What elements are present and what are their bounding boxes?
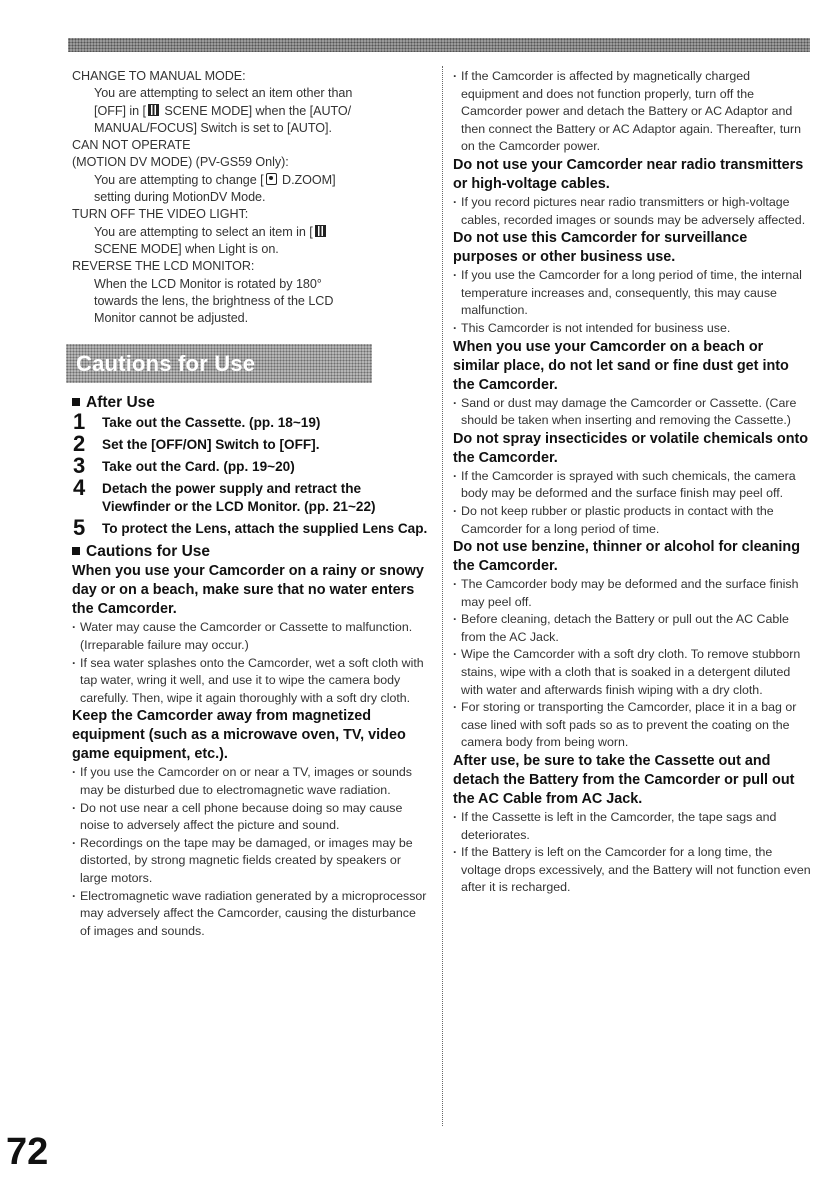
message-line: You are attempting to select an item other than [94, 86, 353, 101]
text-fragment: D.ZOOM] [278, 172, 336, 187]
caution-bullet: · This Camcorder is not intended for business use. [453, 320, 811, 338]
caution-bullet: · Sand or dust may damage the Camcorder or Cassette. (Care should be taken when inserting and removing the Cassette.) [453, 395, 811, 430]
step-text: Set the [OFF/ON] Switch to [OFF]. [102, 437, 320, 453]
message-line [94, 172, 428, 189]
caution-heading: Do not use benzine, thinner or alcohol for cleaning the Camcorder. [453, 539, 800, 575]
caution-heading: When you use your Camcorder on a beach or similar place, do not let sand or fine dust get into the Camcorder. [453, 338, 789, 393]
caution-bullet: · Electromagnetic wave radiation generated by a microprocessor may adversely affect the Camcorder, causing the disturbance of images and sounds. [72, 888, 428, 941]
message-title: CHANGE TO MANUAL MODE: [72, 69, 246, 83]
caution-bullet: · Do not keep rubber or plastic products in contact with the Camcorder for a long period of time. [453, 503, 811, 538]
caution-bullet: · If you record pictures near radio transmitters or high-voltage cables, recorded images or sounds may be adversely affected. [453, 194, 811, 229]
message-line [94, 103, 428, 120]
square-bullet-icon [72, 547, 80, 555]
message-line: When the LCD Monitor is rotated by 180° [94, 276, 322, 291]
column-divider [442, 66, 443, 1126]
message-turn-off-video-light [72, 206, 428, 258]
caution-bullet: · The Camcorder body may be deformed and the surface finish may peel off. [453, 576, 811, 611]
caution-bullet: · If you use the Camcorder on or near a TV, images or sounds may be disturbed due to electromagnetic wave radiation. [72, 764, 428, 799]
message-title: CAN NOT OPERATE [72, 138, 191, 153]
caution-heading: Do not use your Camcorder near radio transmitters or high-voltage cables. [453, 156, 804, 192]
text-fragment: [OFF] in [ [94, 103, 146, 118]
message-body [72, 224, 428, 259]
message-title: TURN OFF THE VIDEO LIGHT: [72, 207, 249, 222]
scene-mode-icon [148, 104, 159, 116]
cautions-banner [66, 344, 372, 383]
message-line [94, 224, 428, 241]
page-number: 72 [6, 1131, 49, 1173]
step-item [72, 431, 428, 457]
after-use-title [72, 393, 428, 413]
camera-mode-icon [266, 173, 277, 185]
message-can-not-operate [72, 137, 428, 206]
message-line: towards the lens, the brightness of the LCD [94, 293, 334, 308]
caution-bullet: · Before cleaning, detach the Battery or pull out the AC Cable from the AC Jack. [453, 611, 811, 646]
section-title-text: Cautions for Use [86, 543, 211, 561]
message-line: SCENE MODE] when Light is on. [94, 241, 279, 256]
cautions-title [72, 542, 428, 562]
caution-bullet: · If the Battery is left on the Camcorder for a long time, the voltage drops excessively, and the Battery will not function even after it is recharged. [453, 844, 811, 897]
after-use-steps [72, 409, 428, 541]
caution-bullet: · If you use the Camcorder for a long period of time, the internal temperature increases and, consequently, this may cause malfunction. [453, 267, 811, 320]
step-number: 4 [73, 475, 86, 501]
step-number: 3 [73, 453, 86, 479]
caution-bullet: · If the Cassette is left in the Camcorder, the tape sags and deteriorates. [453, 809, 811, 844]
caution-bullet: · Recordings on the tape may be damaged, or images may be distorted, by strong magnetic fields created by speakers or large motors. [72, 835, 428, 888]
message-line: Monitor cannot be adjusted. [94, 311, 249, 326]
left-column [72, 68, 428, 940]
text-fragment: You are attempting to change [ [94, 172, 264, 187]
right-column [453, 68, 811, 897]
caution-bullet: · Wipe the Camcorder with a soft dry cloth. To remove stubborn stains, wipe with a cloth that is soaked in a detergent diluted with water and afterwards finish wiping with a dry cloth. [453, 646, 811, 699]
text-fragment: You are attempting to select an item in [ [94, 224, 313, 239]
message-body [72, 85, 428, 137]
caution-heading: Do not spray insecticides or volatile chemicals onto the Camcorder. [453, 430, 809, 466]
caution-bullet: · For storing or transporting the Camcorder, place it in a bag or case lined with soft pads so as to prevent the coating on the camera body from being worn. [453, 699, 811, 752]
step-text: Detach the power supply and retract the Viewfinder or the LCD Monitor. (pp. 21~22) [102, 481, 376, 515]
banner-title: Cautions for Use [76, 350, 256, 376]
step-number: 5 [73, 515, 86, 541]
message-body [72, 276, 428, 328]
caution-heading: Do not use this Camcorder for surveillance purposes or other business use. [453, 230, 748, 266]
caution-bullet: · If the Camcorder is sprayed with such chemicals, the camera body may be deformed and the surface finish may peel off. [453, 468, 811, 503]
section-title-text: After Use [86, 394, 155, 412]
caution-bullet: · If the Camcorder is affected by magnetically charged equipment and does not function properly, turn off the Camcorder power and detach the Battery or AC Adaptor and then connect the Battery or AC Adaptor again. Thereafter, turn on the Camcorder power. [453, 68, 811, 156]
step-text: Take out the Cassette. (pp. 18~19) [102, 415, 321, 431]
message-line: MANUAL/FOCUS] Switch is set to [AUTO]. [94, 120, 332, 135]
step-item [72, 453, 428, 479]
step-text: To protect the Lens, attach the supplied Lens Cap. [102, 521, 428, 537]
step-text: Take out the Card. (pp. 19~20) [102, 459, 295, 475]
square-bullet-icon [72, 398, 80, 406]
caution-bullet: · If sea water splashes onto the Camcorder, wet a soft cloth with tap water, wring it well, and use it to wipe the camera body carefully. Then, wipe it again thoroughly with a soft dry cloth. [72, 655, 428, 708]
text-fragment: SCENE MODE] when the [AUTO/ [160, 103, 352, 118]
step-number: 2 [73, 431, 86, 457]
step-item [72, 475, 428, 516]
step-item [72, 409, 428, 435]
step-item [72, 515, 428, 541]
message-title: REVERSE THE LCD MONITOR: [72, 259, 255, 274]
step-number: 1 [73, 409, 86, 435]
scene-mode-icon [315, 225, 326, 237]
caution-heading: Keep the Camcorder away from magnetized equipment (such as a microwave oven, TV, video game equipment, etc.). [72, 708, 406, 763]
message-title: (MOTION DV MODE) (PV-GS59 Only): [72, 155, 289, 170]
caution-heading: When you use your Camcorder on a rainy or snowy day or on a beach, make sure that no water enters the Camcorder. [72, 563, 424, 618]
caution-bullet: · Water may cause the Camcorder or Cassette to malfunction. (Irreparable failure may occur.) [72, 619, 428, 654]
caution-bullet: · Do not use near a cell phone because doing so may cause noise to adversely affect the picture and sound. [72, 800, 428, 835]
message-change-to-manual [72, 68, 428, 137]
message-body [72, 172, 428, 207]
message-line: setting during MotionDV Mode. [94, 190, 266, 205]
caution-heading: After use, be sure to take the Cassette out and detach the Battery from the Camcorder or pull out the AC Cable from AC Jack. [453, 753, 795, 808]
message-reverse-lcd [72, 258, 428, 327]
header-band [68, 38, 810, 52]
